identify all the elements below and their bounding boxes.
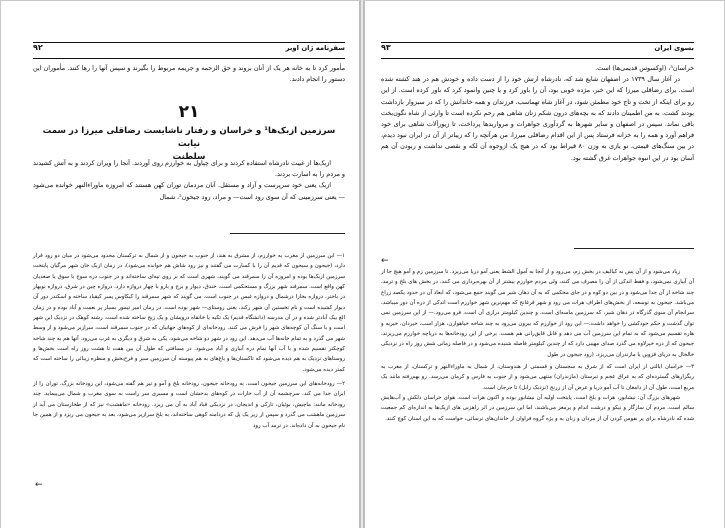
footnote: شهرهای بزرگ آن: نیشابور، هرات و بلخ است. پایتخت اولیه آن نیشابور بوده و اکنون هرات است. هوای خراسان دلکش و آب‌هایش سالم است. مردم آن سازگار و نیکو و درشت اندام و پرمغز می‌باشند، اما این سرزمین در اثر راهزنی های ازبک‌ها به اندازه‌ای کم جمعیت شده که نادرشاه برای پر نفوس کردن آن از مردان و زنان به و یژه گروه فراوان از خاندان‌های ترسائی، خواست که به این استان کوچ کنند. bbox=[381, 395, 694, 422]
footnote: ۱— این سرزمین از مغرب به خوارزم، از مشرق به هند، از جنوب به جیحون و از شمال به ترکستان محدود می‌شود در میان دو رود قرار دارد، (جیحون و سیحون که قدیم آن را با کسارت می گفتند و نیز رود شاش هم خوانده می‌شود)، در زمان ازبک خان شهر مرگیان پایتخت سرزمین ازبک‌ها بوده و امروزه آن را سمرقند می گویند، شهری است که بر روی تپه‌ای ساخته‌اند و در جنوب دره سوج با سوق یا صغدیان کهن واقع است. سمرقند شهر بزرگ و مستحکمی است. خندق، دیوار و برج و بارو با چهار دروازه دارد. دروازه چین در شرق، دروازه نوبهار در باختر، دروازه بخارا درشمال و دروازه غیس در جنوب است. می گویند که شهر سمرقند را کیکاوس پسر کیقباد ساخته و اسکندر دور آن دیوار کشیده است و نام نخستین آن شهر رکند، یعنی روستای— شهر بوده است. در زمان امیر تیمور بسیار پر نعمت و آباد بوده و در زمان الغ بیک آبادتر شده و در آن مدرسه (دانشگاه قدیم) یک تکیه یا خانقاه درویشان و یک زیج ساخته شده است. رشته کوهک در نزدیک این شهر است و با سنگ آن کوچه‌های شهر را فرش می کنند. رودخانه‌ای از کوه‌های جهانیان که در جنوب سمرقند است، سرازیر می‌شود و از وسط شهر می گذرد و به تمام خانه‌ها آب می‌دهد. این رود در شهر دو شاخه می‌شود، یکی به شرق و دیگری به غرب می‌رود. آنها هم به چند شاخه کوچکتر تقسیم شده و با آب آنها تمام دره آبیاری و آباد می‌شود. در مسافتی که طول آن بین هفت تا هشت روز راه است بخش‌ها و روستاهای نزدیک به هم دیده می‌شود که تاکستان‌ها و باغ‌های به هم پیوسته آن سرزمین سبز و فرح‌بخش و منظره زیبائی را ساخته است که کمتر دیده می‌شود. bbox=[33, 253, 345, 373]
footnote: ۳— خراسان ایالتی از ایران است که از شرق به سجستان و قسمتی از هندوستان، از شمال به ماوراءالنهر و ترکستان، از مغرب به ریگزارهای گسترده‌ای که به عراق عجم و تبرستان (مازندران) منتهی می‌شود و از جنوب به فارس و کرمان می‌رسد. رو بهم‌رفته مانند یک مربع است، طول آن از دامغان تا آب آمو دریا و عرض آن از زرنج (نزدیک زابل) تا جرجان است. bbox=[381, 364, 694, 391]
left-page-header bbox=[33, 42, 345, 59]
paragraph: ازبک یعنی خود سرپرست و آزاد و مستقل. آنان مردمان توران کهن هستند که امروزه ماوراءالنهر خوانده می‌شود— یعنی سرزمینی که آن سوی رود است— و مراد، رود جیحون²، شمال bbox=[33, 182, 345, 201]
chapter-number: ۲۱ bbox=[178, 102, 200, 122]
opening-paragraph bbox=[33, 63, 345, 85]
footnote: زیاد می‌شود و از آن پس به کیالیف در بخش زم، می‌رود و از آنجا به آمول الشط یعنی آمو دریا می‌ریزد. تا سرزمین زم و آمو هیچ جا از آن آبیاری نمی‌شود، و فقط اندکی از آن را مصرف می کنند، ولی مردم خوارزم بیشتر از آن بهره‌برداری می کنند. در بخش های بلخ و ترمد، چند شاخه از آن جدا می‌شود و در بین دو کوه و در جای محکمی که به آن دهان شیر می گویند جمع می‌شود، که ابعاد آن در حدود یکصد زراع می‌باشد. جیحون به توسعه، از بخش‌های اطراف هرات می رود و شهر فرغانج که مهم‌ترین شهر خوارزم است اندکی از دره آن دور میباشد، سرانجام آن سوی گذرگاه در دهان شیر، که سرزمین ماسه‌ای است، و چندین کیلومتر درازی آن است، فرو می‌رود.— از این سرزمین نمی توان گذشت و حکم خودکشی را خواهد داشت.— این رود از خوارزم که بیرون می‌رود به چند شاخه خیاهوارن، هزار اسب، خیردان، خیریه و هاره تقسیم می‌شود که به تمام این سرزمین آب می دهد و قابل قایق‌رانی هم هست. برخی از این رودخانه‌ها به دریاچه خوارزم می‌ریزند، جیحون که از دره خیرلاوه می گذرد صدای مهیبی دارد که از چندین کیلومتر فاصله شنیده می‌شود و در فاصله زمانی شش روز راه در نزدیکی خالخال به دریای قزوین یا مازندران می‌ریزد. (رود جیحون در طول bbox=[381, 269, 694, 358]
footnotes bbox=[381, 267, 694, 424]
paragraph: خراسان³، (اوکسوس قدیمی‌ها) است. bbox=[595, 65, 694, 72]
right-page-header bbox=[381, 42, 694, 59]
paragraph: ازبک‌ها از غیبت نادرشاه استفاده کردند و برای چپاول به خوارزم روی آوردند. آنجا را ویران کردند و به آتش کشیدند و مردم را به اسارت بردند. bbox=[33, 160, 345, 179]
running-title: سفرنامه ژان اوبر bbox=[285, 44, 345, 52]
chapter-body bbox=[33, 158, 345, 203]
footnote-separator bbox=[574, 248, 694, 249]
footnote-separator bbox=[230, 233, 345, 234]
paragraph: مأمور کرد تا به خانه هر یک از آنان بروند و حق الزحمه و جریمه مربوط را بگیرند و سپس آنها را رها کنند. مأموران این دستور را انجام دادند. bbox=[33, 65, 345, 84]
body-text bbox=[381, 63, 694, 164]
page-number: ۹۳ bbox=[381, 43, 391, 52]
chapter-title-line: سلطنت bbox=[172, 152, 206, 162]
running-title: بسوی ایران bbox=[654, 44, 694, 52]
paragraph: در آغاز سال ۱۷۳۹ در اصفهان شایع شد که، نادرشاه ارتش خود را از دست داده و خودش هم در هند کشته شده است. برای رضاقلی میرزا که این خبر، مژده خوبی بود، آن را باور کرد و یا چنین وانمود کرد که باور کرده است. از این رو برای اینکه از تخت و تاج خود مطمئن شود، در آغاز شاه تهماسب، فرزندان و همه خاندانش را که در سبزوار بازداشت بودند کشت. به من اطمینان دادند که به بچه‌های درون شکم زنان شاهی هم رحم نکرده است تا وارثی از شاه نگون‌بخت باقی نماند. سپس در اصفهان و سایر شهرها به گردآوری جواهرات و مروارید‌ها پرداخت، تا زیورآلات شاهی برای خود فراهم آورد و همه را به خزانه فرستاد پس از این اقدام رضاقلی میرزا، من هرآنچه را که زیباتر از آن در ایران نبود دیدم، در بین سنگ‌های قیمتی، نو یازی به وزن ۸۰ قیراط بود که در هیچ یک ازوجوه آن لکه و نقصی نداشت و ربودن آن هم آسان بود در این انبوه جواهرات غرق گشته بود. bbox=[381, 76, 694, 162]
page-number: ۹۲ bbox=[33, 43, 43, 52]
continuation-arrow-icon: ← bbox=[35, 480, 43, 490]
footnote: ۲— رودخانه‌های این سرزمین جیحون است. به رودخانه جیحون، رودخانه بلخ و آمو و تیر هم گفته می‌شود، این رودخانه بزرگ، توران را از ایران جدا می کند. سرچشمه آن از آب خارات در کوه‌های بدخشان است و مسیری سر راست به سوی مغرب و شمال می‌پیماید. چند رودخانه مانند: ماچیش، بوئیان، تارکی و اندیجان، در نزدیکی قباد آباد به آن می ریزد. رودخانه «ماهشب» نیز که از طخارستان می آید از سرزمین ماهشب می گذرد و سپس از زیر یک پل که دردامنه کوهی ساخته‌اند، به بلخ سرازیر می‌شود، بعد به جیحون می ریزد و از همین جا نام جیحون به آن داده‌اند. در ترمد آب رود bbox=[33, 381, 345, 429]
footnotes bbox=[33, 251, 345, 431]
continuation-arrow-icon: ← bbox=[381, 256, 389, 266]
right-page bbox=[363, 0, 725, 528]
left-page bbox=[0, 0, 361, 528]
chapter-title-line: سرزمین ازبک‌ها¹ و خراسان و رفتار ناشایست رضاقلی میرزا در سمت نیابت bbox=[42, 126, 336, 149]
